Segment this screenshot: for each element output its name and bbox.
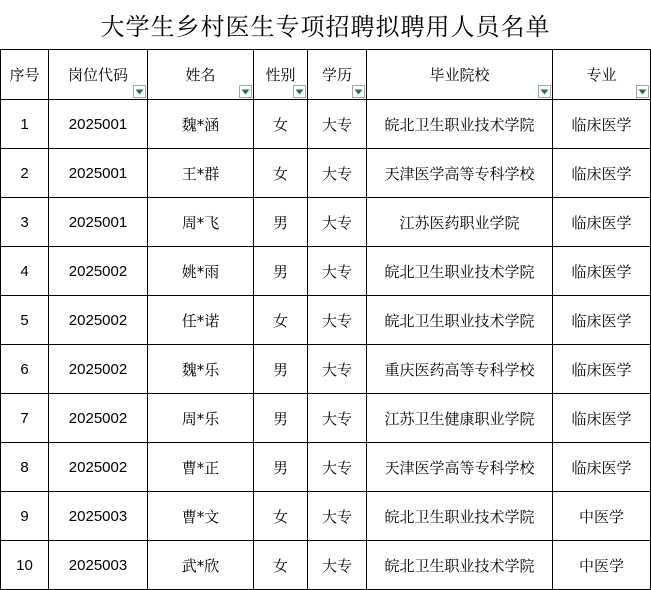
header-school: [367, 50, 553, 100]
cell-major[interactable]: 中医学: [553, 541, 651, 590]
cell-school[interactable]: 皖北卫生职业技术学院: [367, 492, 553, 541]
cell-seq[interactable]: 4: [1, 247, 49, 296]
header-gender-label: 性别: [265, 66, 296, 84]
cell-seq[interactable]: 5: [1, 296, 49, 345]
table-row: [1, 541, 651, 590]
filter-dropdown-icon[interactable]: [352, 85, 365, 98]
table-row: [1, 198, 651, 247]
cell-gender[interactable]: 男: [254, 443, 308, 492]
cell-edu[interactable]: 大专: [308, 100, 367, 149]
cell-seq[interactable]: 9: [1, 492, 49, 541]
cell-edu[interactable]: 大专: [308, 198, 367, 247]
cell-edu[interactable]: 大专: [308, 394, 367, 443]
cell-major[interactable]: 临床医学: [553, 443, 651, 492]
table-row: [1, 247, 651, 296]
cell-code[interactable]: 2025001: [49, 100, 148, 149]
cell-code[interactable]: 2025003: [49, 541, 148, 590]
table-row: [1, 149, 651, 198]
cell-edu[interactable]: 大专: [308, 296, 367, 345]
personnel-table: [0, 49, 651, 590]
filter-dropdown-icon[interactable]: [239, 85, 252, 98]
cell-name[interactable]: 王*群: [148, 149, 254, 198]
cell-school[interactable]: 皖北卫生职业技术学院: [367, 541, 553, 590]
cell-major[interactable]: 临床医学: [553, 345, 651, 394]
cell-school[interactable]: 重庆医药高等专科学校: [367, 345, 553, 394]
cell-gender[interactable]: 男: [254, 345, 308, 394]
table-row: [1, 100, 651, 149]
cell-edu[interactable]: 大专: [308, 345, 367, 394]
cell-name[interactable]: 周*乐: [148, 394, 254, 443]
cell-major[interactable]: 临床医学: [553, 198, 651, 247]
cell-seq[interactable]: 7: [1, 394, 49, 443]
cell-major[interactable]: 临床医学: [553, 149, 651, 198]
cell-code[interactable]: 2025002: [49, 296, 148, 345]
filter-dropdown-icon[interactable]: [293, 85, 306, 98]
cell-name[interactable]: 曹*正: [148, 443, 254, 492]
header-major-label: 专业: [586, 66, 617, 84]
cell-gender[interactable]: 男: [254, 394, 308, 443]
filter-dropdown-icon[interactable]: [133, 85, 146, 98]
table-row: [1, 443, 651, 492]
cell-gender[interactable]: 女: [254, 296, 308, 345]
cell-gender[interactable]: 女: [254, 149, 308, 198]
cell-school[interactable]: 天津医学高等专科学校: [367, 443, 553, 492]
cell-major[interactable]: 临床医学: [553, 394, 651, 443]
cell-code[interactable]: 2025003: [49, 492, 148, 541]
cell-name[interactable]: 任*诺: [148, 296, 254, 345]
header-code-label: 岗位代码: [67, 66, 128, 84]
filter-dropdown-icon[interactable]: [636, 85, 649, 98]
header-edu-label: 学历: [321, 66, 352, 84]
cell-edu[interactable]: 大专: [308, 149, 367, 198]
cell-name[interactable]: 武*欣: [148, 541, 254, 590]
cell-school[interactable]: 江苏卫生健康职业学院: [367, 394, 553, 443]
cell-name[interactable]: 魏*乐: [148, 345, 254, 394]
header-name: [148, 50, 254, 100]
cell-code[interactable]: 2025001: [49, 198, 148, 247]
cell-code[interactable]: 2025002: [49, 345, 148, 394]
cell-gender[interactable]: 女: [254, 492, 308, 541]
cell-major[interactable]: 临床医学: [553, 100, 651, 149]
cell-seq[interactable]: 10: [1, 541, 49, 590]
header-school-label: 毕业院校: [429, 66, 490, 84]
cell-gender[interactable]: 男: [254, 247, 308, 296]
header-edu: [308, 50, 367, 100]
cell-name[interactable]: 曹*文: [148, 492, 254, 541]
cell-major[interactable]: 临床医学: [553, 296, 651, 345]
table-row: [1, 345, 651, 394]
table-row: [1, 296, 651, 345]
filter-dropdown-icon[interactable]: [538, 85, 551, 98]
cell-gender[interactable]: 男: [254, 198, 308, 247]
table-row: [1, 394, 651, 443]
cell-code[interactable]: 2025002: [49, 394, 148, 443]
cell-major[interactable]: 临床医学: [553, 247, 651, 296]
sheet-title: 大学生乡村医生专项招聘拟聘用人员名单: [0, 0, 651, 50]
cell-seq[interactable]: 1: [1, 100, 49, 149]
cell-name[interactable]: 魏*涵: [148, 100, 254, 149]
cell-seq[interactable]: 6: [1, 345, 49, 394]
cell-edu[interactable]: 大专: [308, 247, 367, 296]
header-row: [1, 50, 651, 100]
cell-code[interactable]: 2025001: [49, 149, 148, 198]
cell-school[interactable]: 江苏医药职业学院: [367, 198, 553, 247]
cell-school[interactable]: 皖北卫生职业技术学院: [367, 100, 553, 149]
cell-name[interactable]: 姚*雨: [148, 247, 254, 296]
cell-seq[interactable]: 8: [1, 443, 49, 492]
header-major: [553, 50, 651, 100]
header-seq-label: 序号: [9, 66, 40, 84]
cell-seq[interactable]: 2: [1, 149, 49, 198]
cell-seq[interactable]: 3: [1, 198, 49, 247]
header-code: [49, 50, 148, 100]
table-row: [1, 492, 651, 541]
cell-school[interactable]: 皖北卫生职业技术学院: [367, 247, 553, 296]
cell-edu[interactable]: 大专: [308, 492, 367, 541]
cell-major[interactable]: 中医学: [553, 492, 651, 541]
cell-code[interactable]: 2025002: [49, 247, 148, 296]
cell-edu[interactable]: 大专: [308, 443, 367, 492]
cell-gender[interactable]: 女: [254, 541, 308, 590]
cell-code[interactable]: 2025002: [49, 443, 148, 492]
header-gender: [254, 50, 308, 100]
cell-gender[interactable]: 女: [254, 100, 308, 149]
header-name-label: 姓名: [185, 66, 216, 84]
header-seq: [1, 50, 49, 100]
cell-name[interactable]: 周*飞: [148, 198, 254, 247]
cell-edu[interactable]: 大专: [308, 541, 367, 590]
cell-school[interactable]: 皖北卫生职业技术学院: [367, 296, 553, 345]
cell-school[interactable]: 天津医学高等专科学校: [367, 149, 553, 198]
